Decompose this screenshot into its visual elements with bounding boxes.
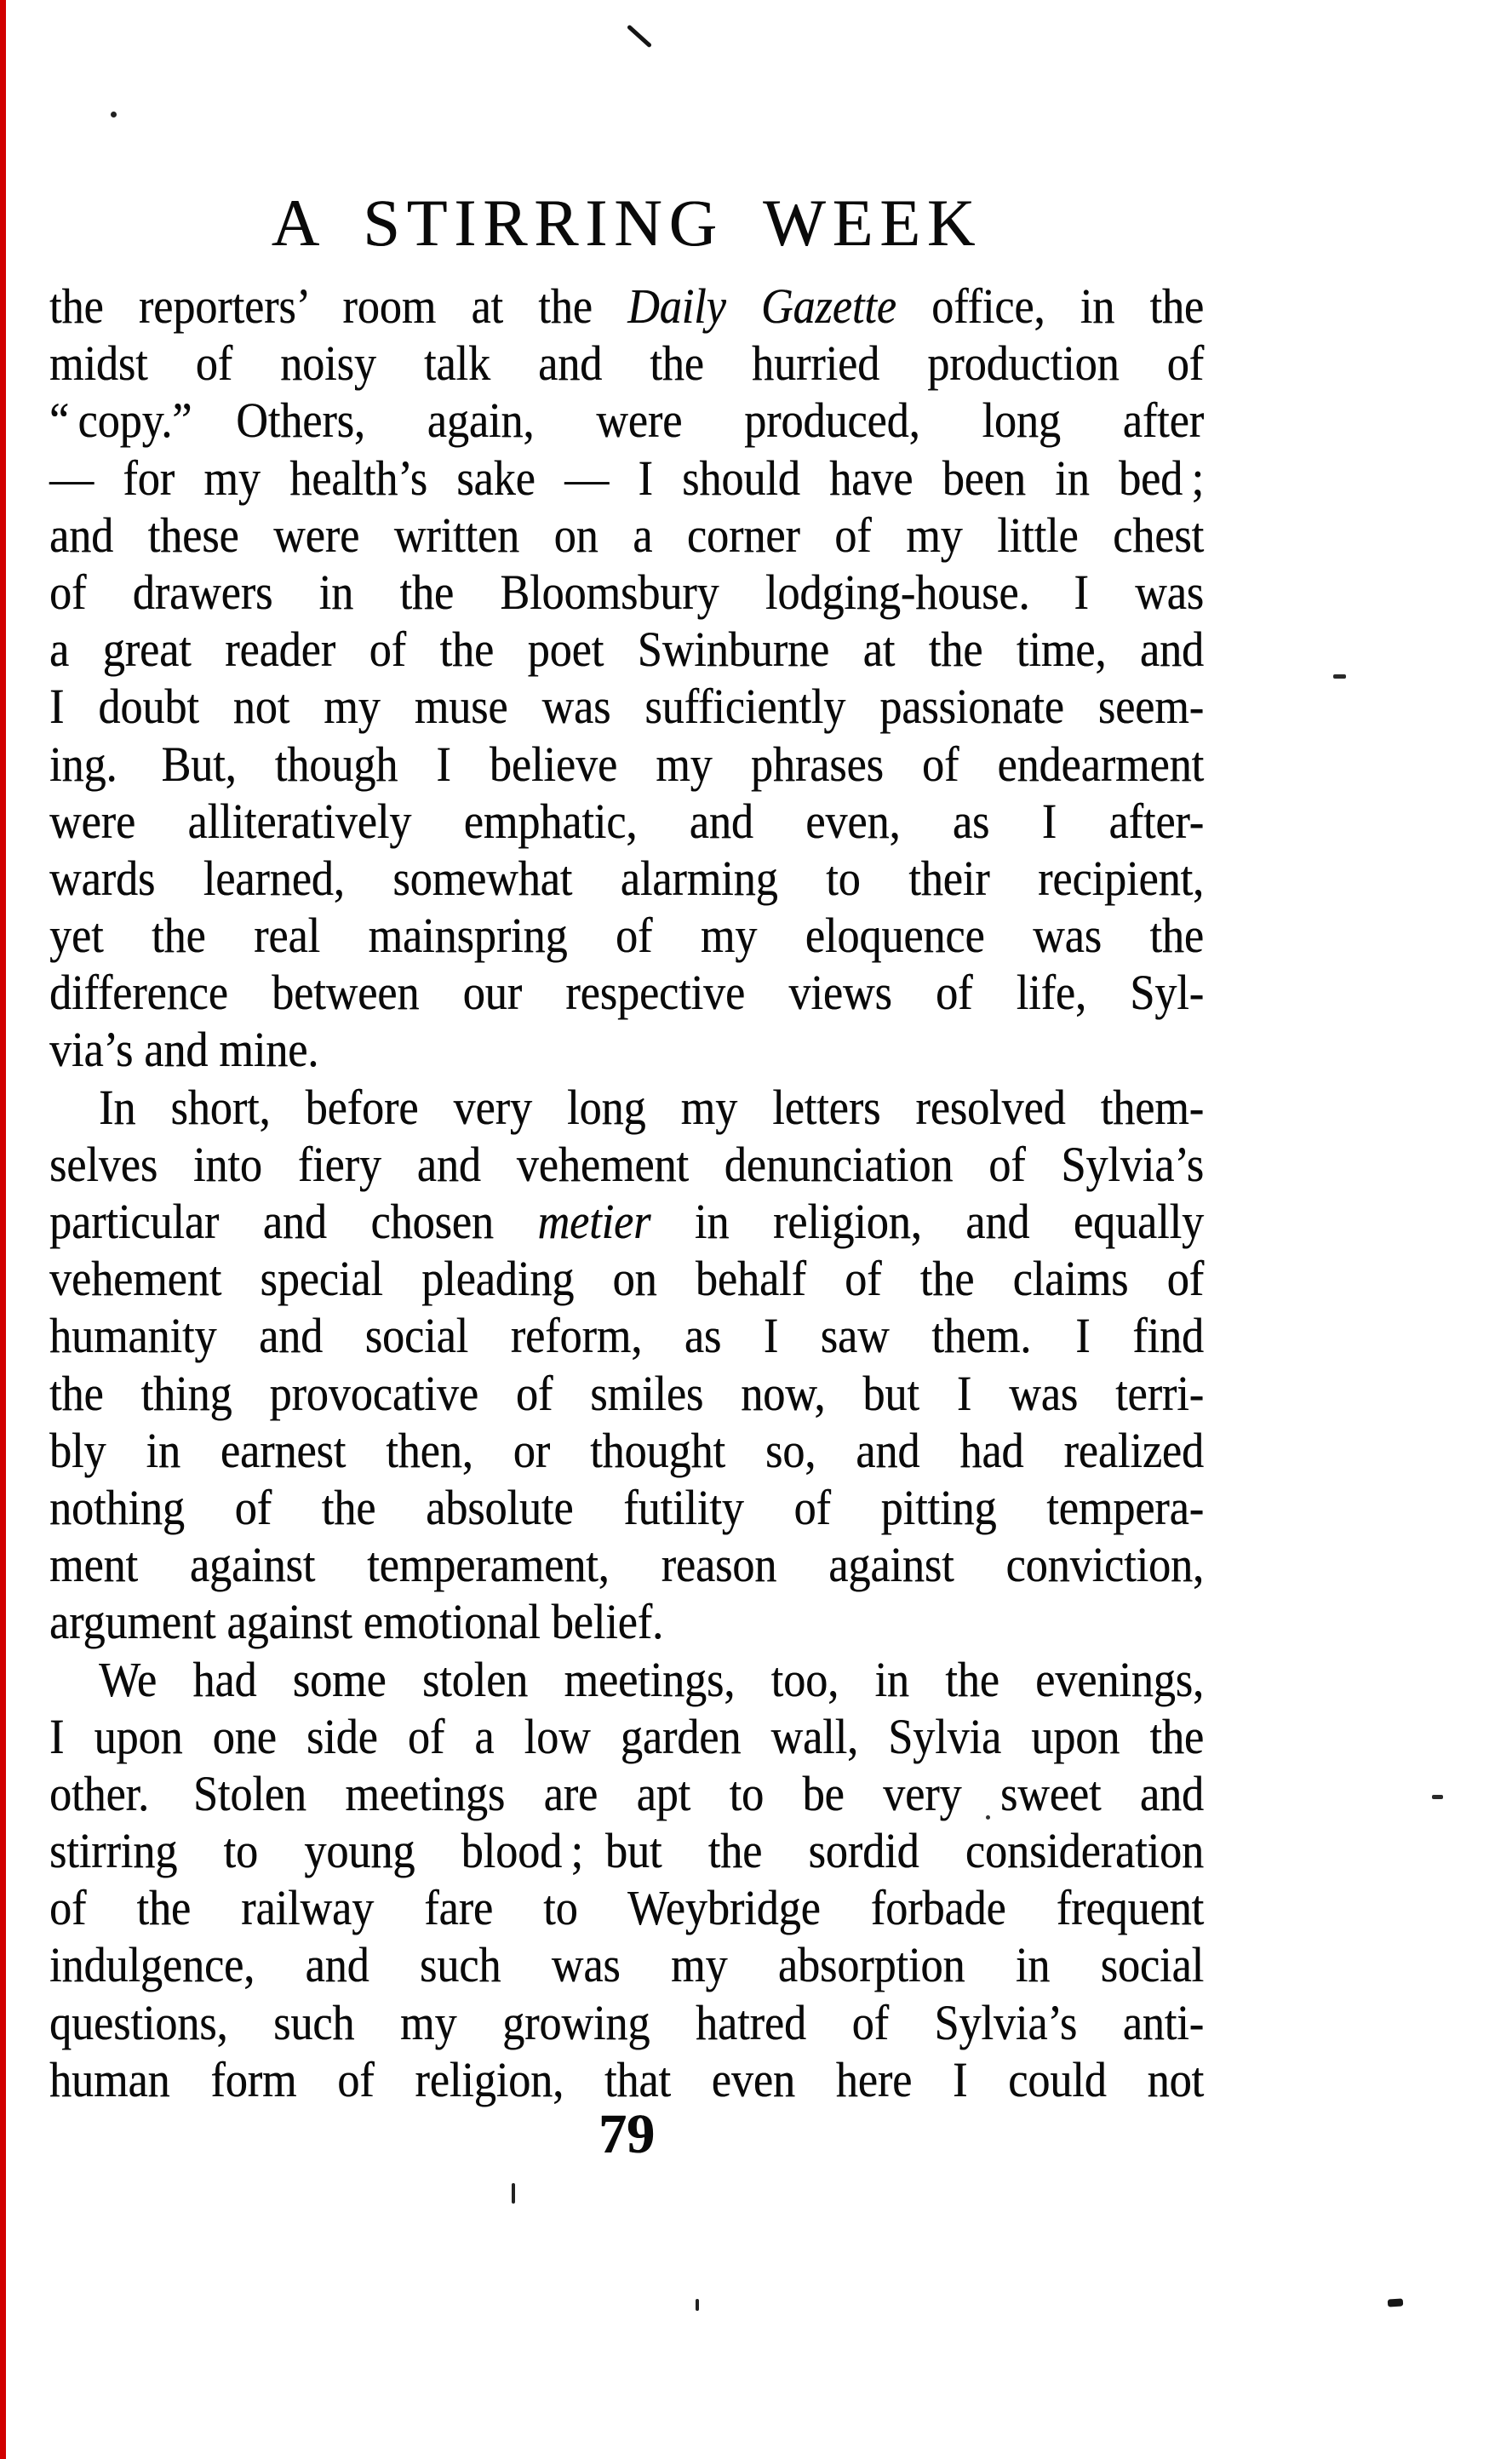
- text-line: [49, 1763, 1204, 1826]
- text-segment: were alliteratively emphatic, and even, as I after-: [49, 794, 1204, 850]
- text-line: [49, 1247, 1204, 1311]
- text-segment: I upon one side of a low garden wall, Sylvia upon the: [49, 1710, 1204, 1765]
- text-segment: “ copy.” Others, again, were produced, long after: [49, 394, 1204, 449]
- text-segment: difference between our respective views of life, Syl-: [49, 966, 1204, 1021]
- text-segment: a great reader of the poet Swinburne at the time, and: [49, 622, 1204, 678]
- text-line: [49, 1076, 1204, 1140]
- running-header: A STIRRING WEEK: [271, 186, 982, 260]
- text-line: [49, 1705, 1204, 1769]
- text-line: [49, 1820, 1204, 1883]
- text-segment: bly in earnest then, or thought so, and had realized: [49, 1424, 1204, 1479]
- text-segment: office, in the: [896, 279, 1204, 335]
- scan-edge-stripe: [0, 0, 6, 2459]
- text-segment: selves into fiery and vehement denunciation of Sylvia’s: [49, 1138, 1204, 1193]
- page-number: 79: [598, 2103, 655, 2165]
- text-segment: wards learned, somewhat alarming to their recipient,: [49, 851, 1204, 907]
- text-line: [49, 733, 1204, 797]
- text-segment: vehement special pleading on behalf of the claims of: [49, 1252, 1204, 1307]
- speckle-mark: [1333, 674, 1346, 679]
- text-line: [49, 1648, 1204, 1712]
- text-line: [49, 1476, 1204, 1540]
- text-segment: argument against emotional belief.: [49, 1596, 664, 1650]
- text-segment: human form of religion, that even here I could not: [49, 2053, 1204, 2108]
- text-segment: — for my health’s sake — I should have been in bed ;: [49, 451, 1204, 507]
- text-line: [49, 675, 1204, 739]
- scan-tick-mark: [627, 25, 652, 49]
- text-line: [49, 275, 1204, 339]
- text-line: [49, 1591, 1204, 1654]
- text-segment: ing. But, though I believe my phrases of endearment: [49, 737, 1204, 793]
- body-text: [49, 279, 1204, 2110]
- text-segment: and these were written on a corner of my little chest: [49, 508, 1204, 564]
- speckle-mark: [512, 2183, 515, 2204]
- text-segment: of the railway fare to Weybridge forbade frequent: [49, 1882, 1204, 1936]
- text-line: [49, 561, 1204, 625]
- text-segment: midst of noisy talk and the hurried production of: [49, 336, 1204, 392]
- text-line: [49, 618, 1204, 682]
- text-line: [49, 847, 1204, 911]
- italic-text: Daily Gazette: [627, 279, 896, 335]
- text-line: [49, 1305, 1204, 1369]
- text-segment: questions, such my growing hatred of Sylvia’s anti-: [49, 1996, 1204, 2051]
- text-line: [49, 1362, 1204, 1426]
- text-segment: yet the real mainspring of my eloquence was the: [49, 909, 1204, 964]
- text-segment: In short, before very long my letters resolved them-: [99, 1080, 1204, 1136]
- italic-text: metier: [537, 1195, 651, 1250]
- text-segment: I doubt not my muse was sufficiently passionate seem-: [49, 680, 1204, 735]
- text-line: [49, 1419, 1204, 1483]
- speckle-mark: [111, 112, 117, 118]
- text-line: [49, 1935, 1204, 1998]
- text-segment: via’s and mine.: [49, 1023, 319, 1079]
- speckle-mark: [1432, 1795, 1443, 1799]
- text-line: [49, 390, 1204, 454]
- text-line: [49, 504, 1204, 568]
- text-line: [49, 961, 1204, 1025]
- text-line: [49, 1877, 1204, 1940]
- text-segment: humanity and social reform, as I saw them. I find: [49, 1310, 1204, 1364]
- text-line: [49, 904, 1204, 968]
- text-segment: nothing of the absolute futility of pitting tempera-: [49, 1481, 1204, 1536]
- text-segment: of drawers in the Bloomsbury lodging-house. I was: [49, 565, 1204, 621]
- text-segment: other. Stolen meetings are apt to be very sweet and: [49, 1767, 1204, 1822]
- text-line: [49, 332, 1204, 396]
- text-line: [49, 1992, 1204, 2055]
- speckle-mark: [1388, 2298, 1404, 2307]
- speckle-mark: [696, 2299, 699, 2311]
- text-segment: in religion, and equally: [650, 1195, 1204, 1250]
- text-segment: particular and chosen: [49, 1195, 538, 1250]
- text-line: [49, 1133, 1204, 1197]
- text-line: [49, 1533, 1204, 1597]
- text-line: [49, 1019, 1204, 1083]
- text-segment: indulgence, and such was my absorption in social: [49, 1939, 1204, 1994]
- text-line: [49, 790, 1204, 854]
- text-segment: ment against temperament, reason against conviction,: [49, 1538, 1204, 1593]
- text-segment: the reporters’ room at the: [49, 279, 628, 335]
- text-line: [49, 1190, 1204, 1254]
- text-segment: the thing provocative of smiles now, but I was terri-: [49, 1367, 1204, 1422]
- text-line: [49, 447, 1204, 511]
- text-segment: We had some stolen meetings, too, in the evenings,: [99, 1653, 1204, 1708]
- text-segment: stirring to young blood ; but the sordid consideration: [49, 1824, 1204, 1879]
